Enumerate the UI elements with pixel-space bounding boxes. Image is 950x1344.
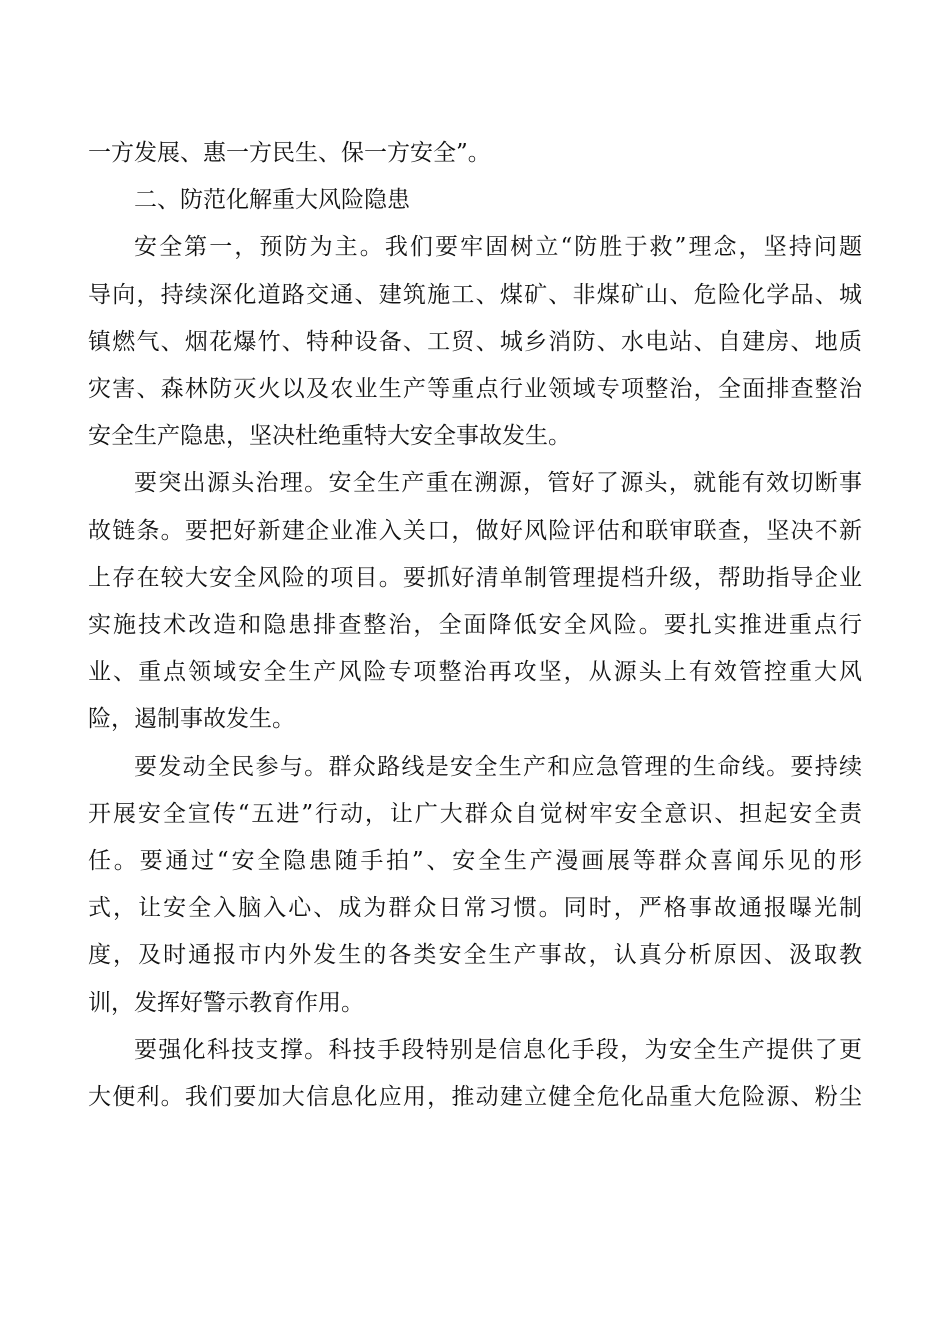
paragraph-risk-prevention xyxy=(88,224,862,460)
text-line: 开展安全宣传“五进”行动，让广大群众自觉树牢安全意识、担起安全责 xyxy=(88,800,862,827)
text-line: 镇燃气、烟花爆竹、特种设备、工贸、城乡消防、水电站、自建房、地质 xyxy=(88,328,862,355)
text-line: 式，让安全入脑入心、成为群众日常习惯。同时，严格事故通报曝光制 xyxy=(88,895,862,922)
text-line: 业、重点领域安全生产风险专项整治再攻坚，从源头上有效管控重大风 xyxy=(88,659,862,686)
paragraph-tech-support xyxy=(88,1027,862,1121)
text-line: 上存在较大安全风险的项目。要抓好清单制管理提档升级，帮助指导企业 xyxy=(88,564,862,591)
text-line: 实施技术改造和隐患排查整治，全面降低安全风险。要扎实推进重点行 xyxy=(88,612,862,639)
text-line: 安全生产隐患，坚决杜绝重特大安全事故发生。 xyxy=(88,423,571,450)
section-heading xyxy=(88,177,862,224)
document-body xyxy=(88,130,862,1121)
text-line: 任。要通过“安全隐患随手拍”、安全生产漫画展等群众喜闻乐见的形 xyxy=(88,848,862,875)
text-line: 灾害、森林防灭火以及农业生产等重点行业领域专项整治，全面排查整治 xyxy=(88,376,862,403)
text-line: 要强化科技支撑。科技手段特别是信息化手段，为安全生产提供了更 xyxy=(134,1036,862,1063)
text-line: 一方发展、惠一方民生、保一方安全”。 xyxy=(88,140,491,166)
text-line: 险，遏制事故发生。 xyxy=(88,706,295,733)
text-line: 要突出源头治理。安全生产重在溯源，管好了源头，就能有效切断事 xyxy=(134,470,862,497)
text-line: 安全第一，预防为主。我们要牢固树立“防胜于救”理念，坚持问题 xyxy=(134,234,862,261)
text-line: 训，发挥好警示教育作用。 xyxy=(88,989,364,1016)
paragraph-source-governance xyxy=(88,460,862,743)
text-line: 大便利。我们要加大信息化应用，推动建立健全危化品重大危险源、粉尘 xyxy=(88,1084,862,1111)
paragraph-public-participation xyxy=(88,744,862,1027)
paragraph-continuation xyxy=(88,130,862,177)
text-line: 要发动全民参与。群众路线是安全生产和应急管理的生命线。要持续 xyxy=(134,753,862,780)
text-line: 度，及时通报市内外发生的各类安全生产事故，认真分析原因、汲取教 xyxy=(88,942,862,969)
text-line: 二、防范化解重大风险隐患 xyxy=(134,187,410,214)
text-line: 故链条。要把好新建企业准入关口，做好风险评估和联审联查，坚决不新 xyxy=(88,517,862,544)
text-line: 导向，持续深化道路交通、建筑施工、煤矿、非煤矿山、危险化学品、城 xyxy=(88,281,862,308)
